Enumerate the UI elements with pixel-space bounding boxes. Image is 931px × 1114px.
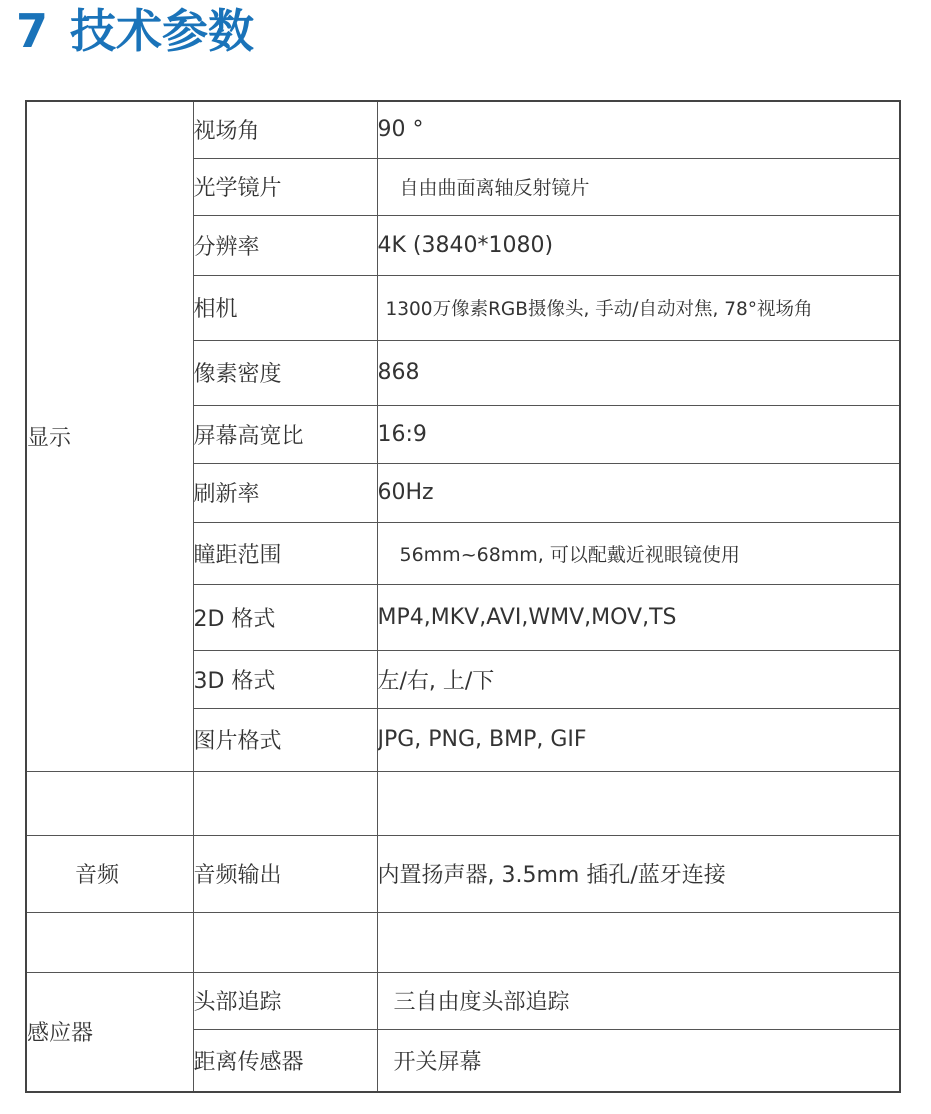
param-label: 刷新率 <box>193 463 377 522</box>
empty-cell <box>377 771 900 835</box>
param-label: 像素密度 <box>193 340 377 405</box>
spec-table <box>25 100 901 1093</box>
param-value: JPG, PNG, BMP, GIF <box>377 708 900 771</box>
param-value: 56mm~68mm, 可以配戴近视眼镜使用 <box>377 522 900 584</box>
empty-row <box>26 771 900 835</box>
table-row <box>26 972 900 1029</box>
section-title: 技术参数 <box>70 4 255 58</box>
page-title <box>16 0 254 62</box>
empty-cell <box>377 912 900 972</box>
empty-cell <box>26 912 193 972</box>
param-value: 868 <box>377 340 900 405</box>
param-label: 瞳距范围 <box>193 522 377 584</box>
param-label: 分辨率 <box>193 215 377 275</box>
param-label: 屏幕高宽比 <box>193 405 377 463</box>
empty-cell <box>26 771 193 835</box>
table-row <box>26 101 900 158</box>
param-label: 3D 格式 <box>193 650 377 708</box>
category-sensor: 感应器 <box>26 972 193 1092</box>
table-row <box>26 835 900 912</box>
param-value: 1300万像素RGB摄像头, 手动/自动对焦, 78°视场角 <box>377 275 900 340</box>
param-label: 光学镜片 <box>193 158 377 215</box>
param-value: 60Hz <box>377 463 900 522</box>
param-label: 图片格式 <box>193 708 377 771</box>
param-value: 开关屏幕 <box>377 1029 900 1092</box>
param-label: 距离传感器 <box>193 1029 377 1092</box>
category-audio: 音频 <box>26 835 193 912</box>
param-value: 三自由度头部追踪 <box>377 972 900 1029</box>
param-value: 左/右, 上/下 <box>377 650 900 708</box>
param-value: 16:9 <box>377 405 900 463</box>
category-display: 显示 <box>26 101 193 771</box>
param-value: MP4,MKV,AVI,WMV,MOV,TS <box>377 584 900 650</box>
param-label: 头部追踪 <box>193 972 377 1029</box>
param-label: 音频输出 <box>193 835 377 912</box>
empty-cell <box>193 771 377 835</box>
param-label: 相机 <box>193 275 377 340</box>
empty-row <box>26 912 900 972</box>
param-value: 4K (3840*1080) <box>377 215 900 275</box>
param-value: 90 ° <box>377 101 900 158</box>
param-label: 视场角 <box>193 101 377 158</box>
section-number: 7 <box>16 4 49 58</box>
param-label: 2D 格式 <box>193 584 377 650</box>
param-value: 内置扬声器, 3.5mm 插孔/蓝牙连接 <box>377 835 900 912</box>
empty-cell <box>193 912 377 972</box>
param-value: 自由曲面离轴反射镜片 <box>377 158 900 215</box>
